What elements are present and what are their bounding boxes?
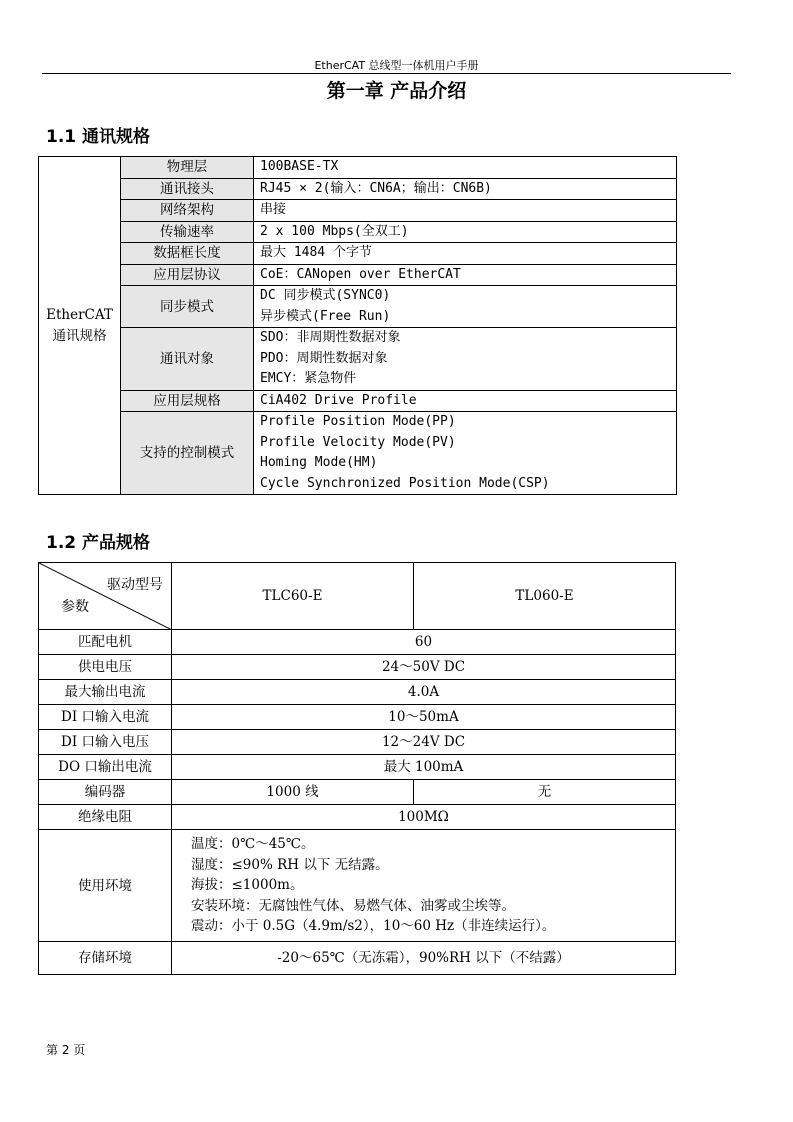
row-label: 绝缘电阻: [39, 805, 172, 830]
diagonal-line: [39, 563, 172, 630]
spec-value: [254, 200, 677, 222]
row-value: 24～50V DC: [172, 655, 676, 680]
spec-value: [254, 264, 677, 286]
spec-value-line: Cycle Synchronized Position Mode(CSP): [260, 475, 550, 491]
spec-label: 数据框长度: [121, 243, 254, 265]
table-row: [39, 830, 676, 942]
corner-label-model: 驱动型号: [107, 577, 163, 593]
spec-value-line: SDO：非周期性数据对象: [260, 330, 401, 345]
header-rule: [42, 73, 731, 74]
category-line: 通讯规格: [52, 327, 107, 344]
corner-header-cell: [39, 563, 172, 630]
communication-spec-table: [38, 156, 677, 495]
row-label: 存储环境: [39, 942, 172, 975]
row-value: -20～65℃（无冻霜），90%RH 以下（不结露）: [172, 942, 676, 975]
table-row: [39, 390, 677, 412]
table-row: [39, 412, 677, 495]
table-row: [39, 243, 677, 265]
table-row: [39, 264, 677, 286]
row-value: 100MΩ: [172, 805, 676, 830]
table-row: [39, 630, 676, 655]
table-row: [39, 805, 676, 830]
product-spec-table: [38, 562, 676, 975]
model-header-1: TLC60-E: [172, 563, 414, 630]
spec-value-line: DC 同步模式(SYNC0): [260, 288, 391, 303]
spec-value-line: 2 x 100 Mbps(全双工): [260, 223, 409, 239]
section-heading-product: 1.2 产品规格: [46, 533, 151, 553]
table-header-row: [39, 563, 676, 630]
row-label: 供电电压: [39, 655, 172, 680]
spec-value: [254, 178, 677, 200]
spec-value-line: 串接: [260, 202, 287, 217]
environment-line: 海拔：≤1000m。: [191, 877, 304, 894]
model-header-2: TL060-E: [414, 563, 676, 630]
spec-value-line: CiA402 Drive Profile: [260, 392, 417, 408]
row-value: 60: [172, 630, 676, 655]
row-label: 最大输出电流: [39, 680, 172, 705]
spec-value-line: RJ45 × 2(输入：CN6A；输出：CN6B): [260, 180, 492, 196]
spec-value-line: Homing Mode(HM): [260, 455, 378, 470]
category-cell: [39, 157, 121, 495]
table-row: [39, 755, 676, 780]
running-header: EtherCAT 总线型一体机用户手册: [314, 59, 479, 72]
page-number: 第 2 页: [46, 1043, 86, 1057]
environment-line: 温度：0℃～45℃。: [191, 836, 315, 853]
category-line: EtherCAT: [46, 306, 113, 323]
table-row: [39, 286, 677, 328]
table-row: [39, 705, 676, 730]
table-row: [39, 328, 677, 391]
spec-value-line: 异步模式(Free Run): [260, 308, 391, 324]
row-label: 使用环境: [39, 830, 172, 942]
environment-line: 湿度：≤90% RH 以下 无结露。: [191, 856, 389, 873]
row-label: DI 口输入电压: [39, 730, 172, 755]
spec-value-line: Profile Position Mode(PP): [260, 414, 456, 429]
spec-label: 网络架构: [121, 200, 254, 222]
table-row: [39, 780, 676, 805]
row-label: 编码器: [39, 780, 172, 805]
row-label: DO 口输出电流: [39, 755, 172, 780]
table-row: [39, 157, 677, 179]
table-row: [39, 680, 676, 705]
spec-value-line: 最大 1484 个字节: [260, 245, 372, 260]
row-label: 匹配电机: [39, 630, 172, 655]
spec-value-line: CoE：CANopen over EtherCAT: [260, 266, 461, 282]
table-row: [39, 221, 677, 243]
table-row: [39, 655, 676, 680]
spec-value: [254, 328, 677, 391]
environment-line: 安装环境：无腐蚀性气体、易燃气体、油雾或尘埃等。: [191, 897, 515, 914]
row-value-model-1: 1000 线: [172, 780, 414, 805]
spec-label: 同步模式: [121, 286, 254, 328]
spec-label: 物理层: [121, 157, 254, 179]
table-row: [39, 178, 677, 200]
spec-value: [254, 221, 677, 243]
spec-label: 通讯接头: [121, 178, 254, 200]
spec-value: [254, 390, 677, 412]
table-row: [39, 730, 676, 755]
environment-line: 震动：小于 0.5G（4.9m/s2），10～60 Hz（非连续运行）。: [191, 918, 556, 935]
spec-value-line: EMCY：紧急物件: [260, 371, 357, 386]
chapter-title: 第一章 产品介绍: [326, 80, 467, 102]
row-value-model-2: 无: [414, 780, 676, 805]
environment-values: [172, 830, 676, 942]
spec-label: 应用层规格: [121, 390, 254, 412]
spec-value: [254, 286, 677, 328]
spec-value-line: 100BASE-TX: [260, 159, 339, 174]
row-value: 最大 100mA: [172, 755, 676, 780]
section-heading-communication: 1.1 通讯规格: [46, 127, 151, 147]
spec-value-line: Profile Velocity Mode(PV): [260, 434, 456, 450]
row-value: 12～24V DC: [172, 730, 676, 755]
row-value: 4.0A: [172, 680, 676, 705]
table-row: [39, 942, 676, 975]
spec-value: [254, 243, 677, 265]
row-value: 10～50mA: [172, 705, 676, 730]
row-label: DI 口输入电流: [39, 705, 172, 730]
spec-value: [254, 412, 677, 495]
spec-label: 传输速率: [121, 221, 254, 243]
corner-label-param: 参数: [61, 599, 89, 615]
spec-label: 支持的控制模式: [121, 412, 254, 495]
table-row: [39, 200, 677, 222]
spec-label: 应用层协议: [121, 264, 254, 286]
spec-value: [254, 157, 677, 179]
spec-label: 通讯对象: [121, 328, 254, 391]
spec-value-line: PDO：周期性数据对象: [260, 350, 388, 366]
